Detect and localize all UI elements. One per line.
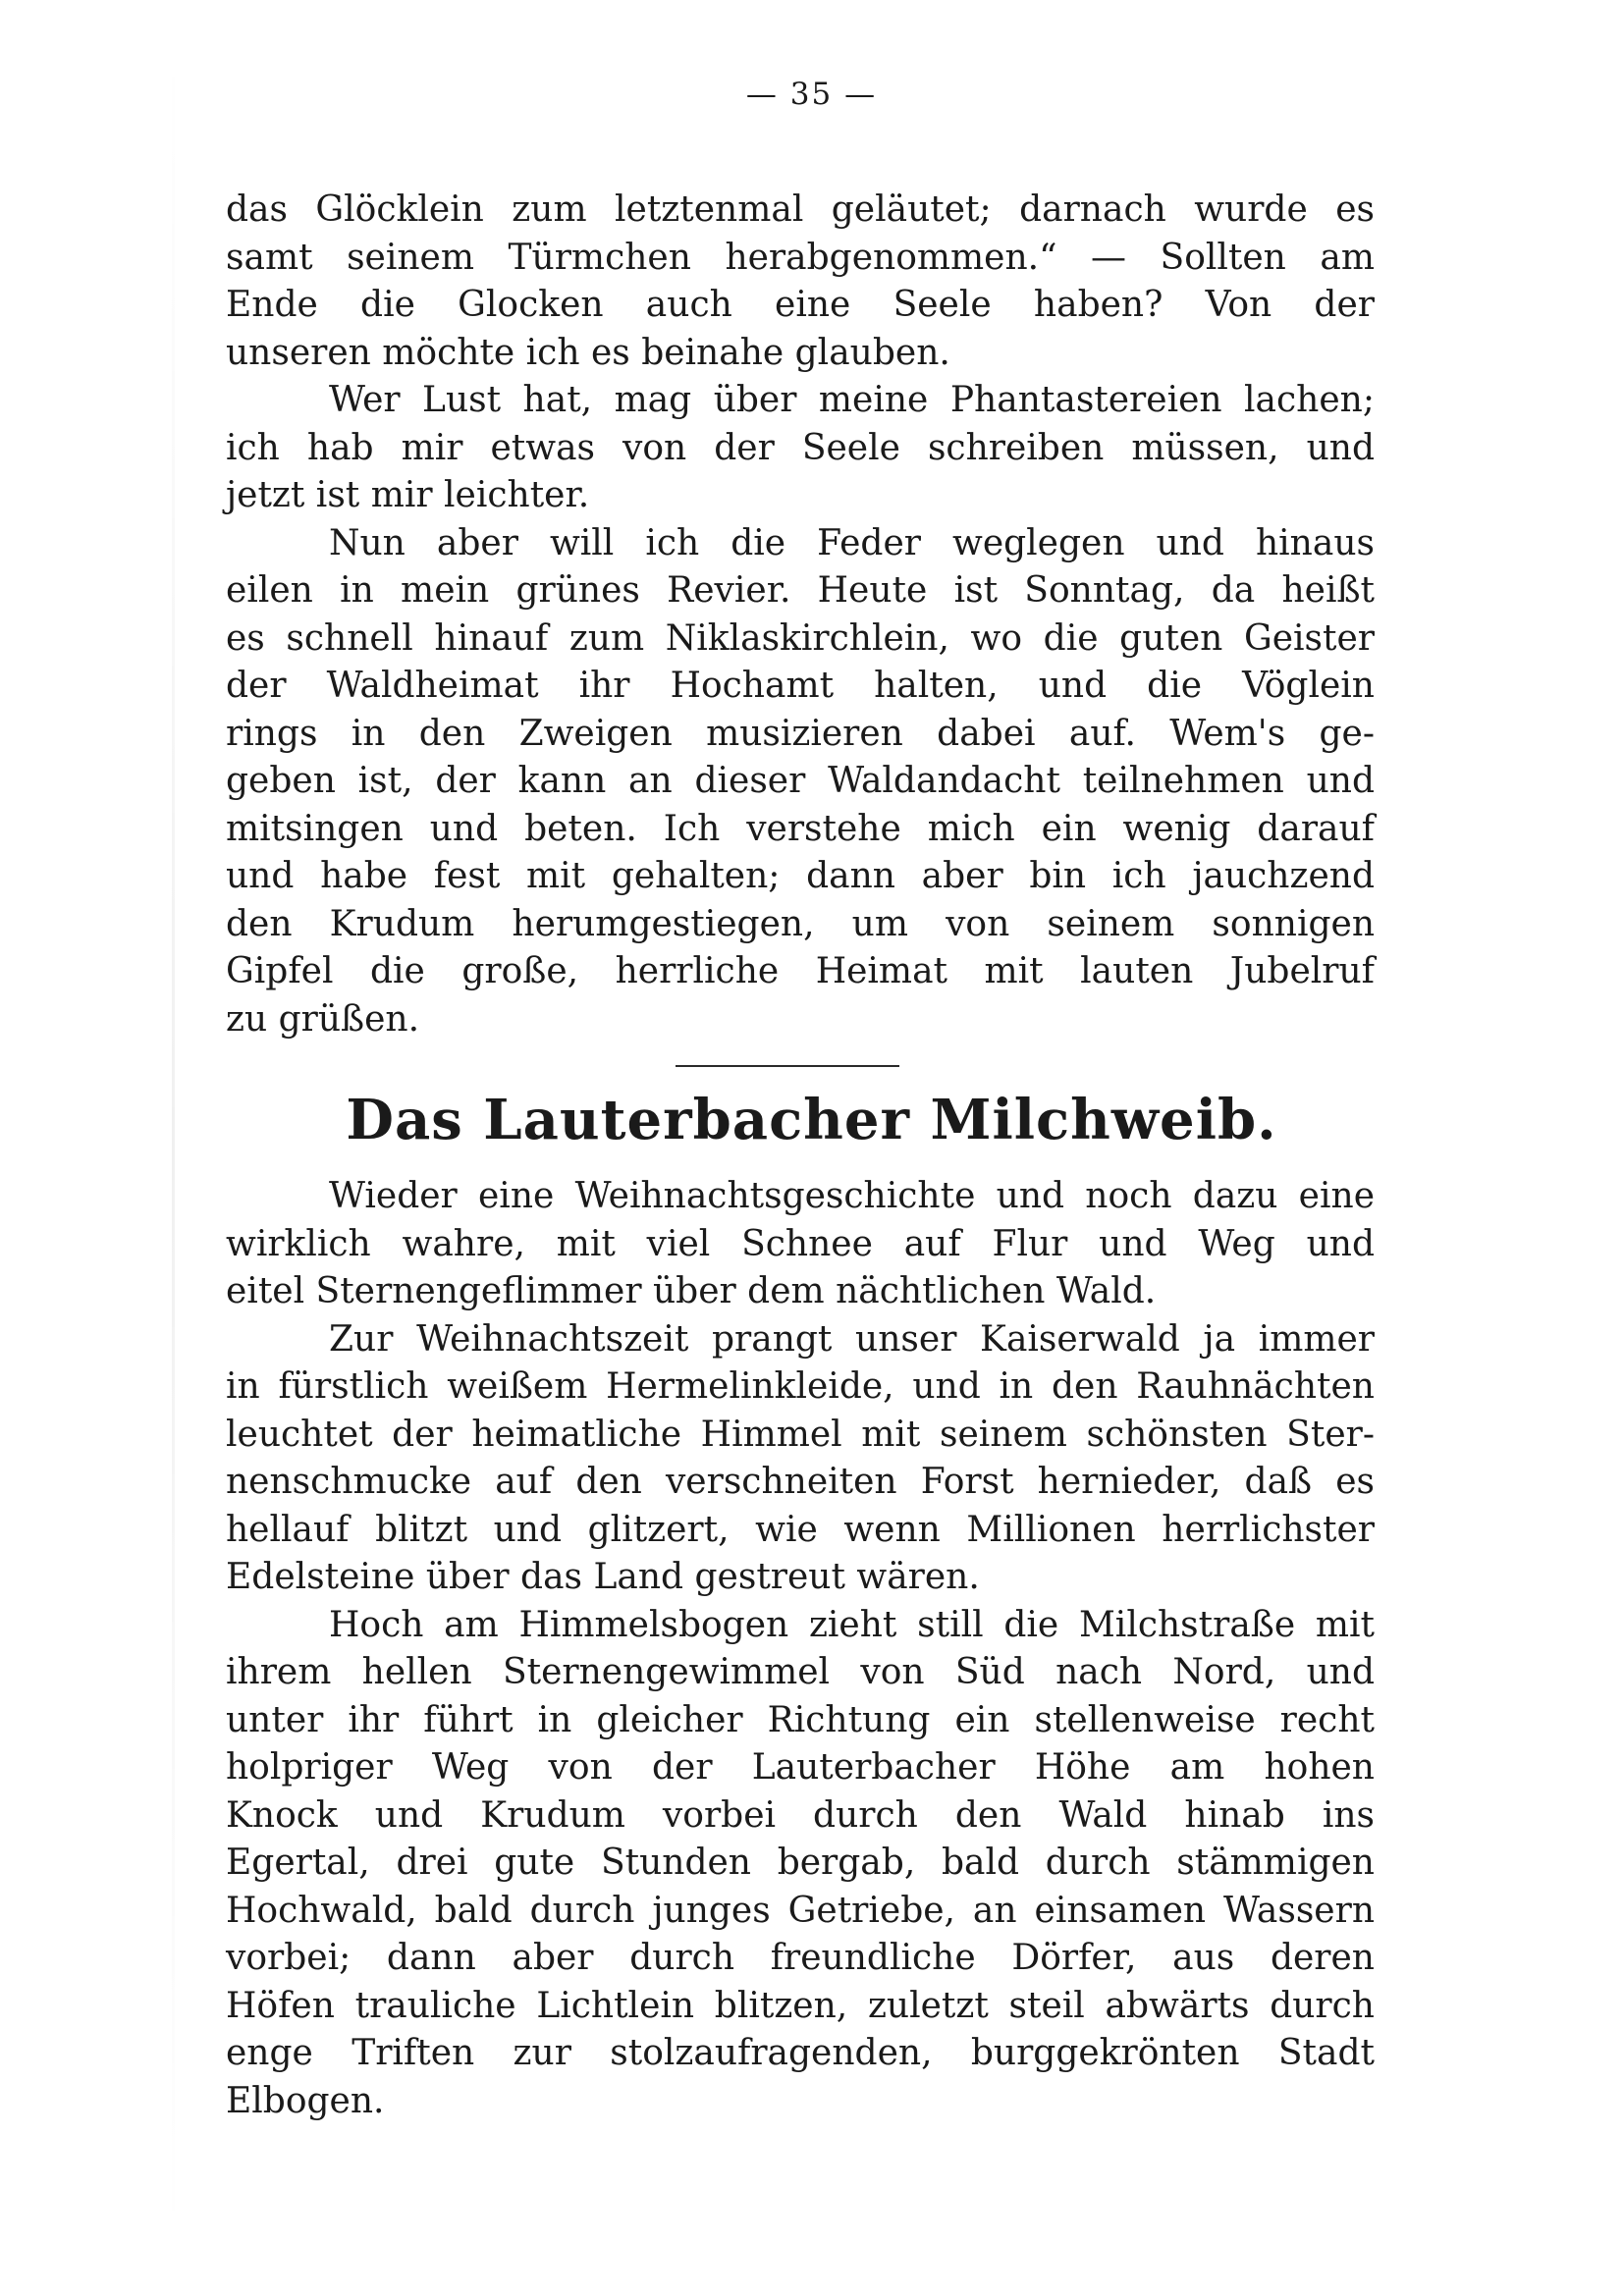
text-block-bottom <box>226 1173 1375 2125</box>
text-line: Wer Lust hat, mag über meine Phantastereien lachen; <box>329 380 1375 420</box>
text-line: enge Triften zur stolzaufragenden, burggekrönten Stadt <box>226 2033 1375 2073</box>
text-line: Egertal, drei gute Stunden bergab, bald durch stämmigen <box>226 1842 1375 1883</box>
section-separator <box>676 1065 899 1067</box>
text-line: Edelsteine über das Land gestreut wären. <box>226 1557 980 1597</box>
text-block-top <box>226 187 1375 1043</box>
text-line: Elbogen. <box>226 2080 385 2121</box>
text-line: Nun aber will ich die Feder weglegen und hinaus <box>329 522 1375 563</box>
text-line: eilen in mein grünes Revier. Heute ist Sonntag, da heißt <box>226 570 1375 611</box>
text-line: samt seinem Türmchen herabgenommen.“ — Sollten am <box>226 237 1375 278</box>
page-number: — 35 — <box>745 77 878 112</box>
text-line: ihrem hellen Sternengewimmel von Süd nach Nord, und <box>226 1652 1375 1692</box>
text-line: Gipfel die große, herrliche Heimat mit lauten Jubelruf <box>226 951 1375 991</box>
text-line: unseren möchte ich es beinahe glauben. <box>226 332 950 373</box>
text-line: Hoch am Himmelsbogen zieht still die Milchstraße mit <box>329 1604 1375 1645</box>
text-line: das Glöcklein zum letztenmal geläutet; darnach wurde es <box>226 189 1375 230</box>
text-line: zu grüßen. <box>226 998 420 1040</box>
text-line: Hochwald, bald durch junges Getriebe, an einsamen Wassern <box>226 1890 1375 1931</box>
text-line: eitel Sternengeflimmer über dem nächtlichen Wald. <box>226 1271 1157 1311</box>
text-line: leuchtet der heimatliche Himmel mit seinem schönsten Ster- <box>226 1414 1375 1455</box>
text-line: den Krudum herumgestiegen, um von seinem sonnigen <box>226 903 1375 944</box>
text-line: nenschmucke auf den verschneiten Forst hernieder, daß es <box>226 1462 1375 1502</box>
text-line: holpriger Weg von der Lauterbacher Höhe am hohen <box>226 1747 1375 1788</box>
text-line: in fürstlich weißem Hermelinkleide, und in den Rauhnächten <box>226 1366 1375 1407</box>
text-line: es schnell hinauf zum Niklaskirchlein, wo die guten Geister <box>226 617 1375 659</box>
text-line: rings in den Zweigen musizieren dabei auf. Wem's ge- <box>226 713 1375 754</box>
text-line: Zur Weihnachtszeit prangt unser Kaiserwald ja immer <box>329 1318 1375 1360</box>
text-line: hellauf blitzt und glitzert, wie wenn Millionen herrlichster <box>226 1509 1375 1550</box>
text-line: und habe fest mit gehalten; dann aber bin ich jauchzend <box>226 856 1375 896</box>
text-line: Knock und Krudum vorbei durch den Wald hinab ins <box>226 1794 1375 1836</box>
text-line: geben ist, der kann an dieser Waldandacht teilnehmen und <box>226 761 1375 801</box>
text-line: wirklich wahre, mit viel Schnee auf Flur und Weg und <box>226 1223 1375 1264</box>
text-line: Wieder eine Weihnachtsgeschichte und noch dazu eine <box>329 1176 1375 1216</box>
text-line: Ende die Glocken auch eine Seele haben? Von der <box>226 285 1375 325</box>
text-line: Höfen trauliche Lichtlein blitzen, zuletzt steil abwärts durch <box>226 1985 1375 2026</box>
section-heading: Das Lauterbacher Milchweib. <box>346 1088 1277 1152</box>
text-line: vorbei; dann aber durch freundliche Dörfer, aus deren <box>226 1938 1375 1978</box>
text-line: ich hab mir etwas von der Seele schreiben müssen, und <box>226 427 1375 468</box>
text-line: unter ihr führt in gleicher Richtung ein stellenweise recht <box>226 1699 1375 1740</box>
text-line: mitsingen und beten. Ich verstehe mich ein wenig darauf <box>226 808 1375 849</box>
text-line: jetzt ist mir leichter. <box>226 475 590 515</box>
text-line: der Waldheimat ihr Hochamt halten, und die Vöglein <box>226 666 1375 706</box>
